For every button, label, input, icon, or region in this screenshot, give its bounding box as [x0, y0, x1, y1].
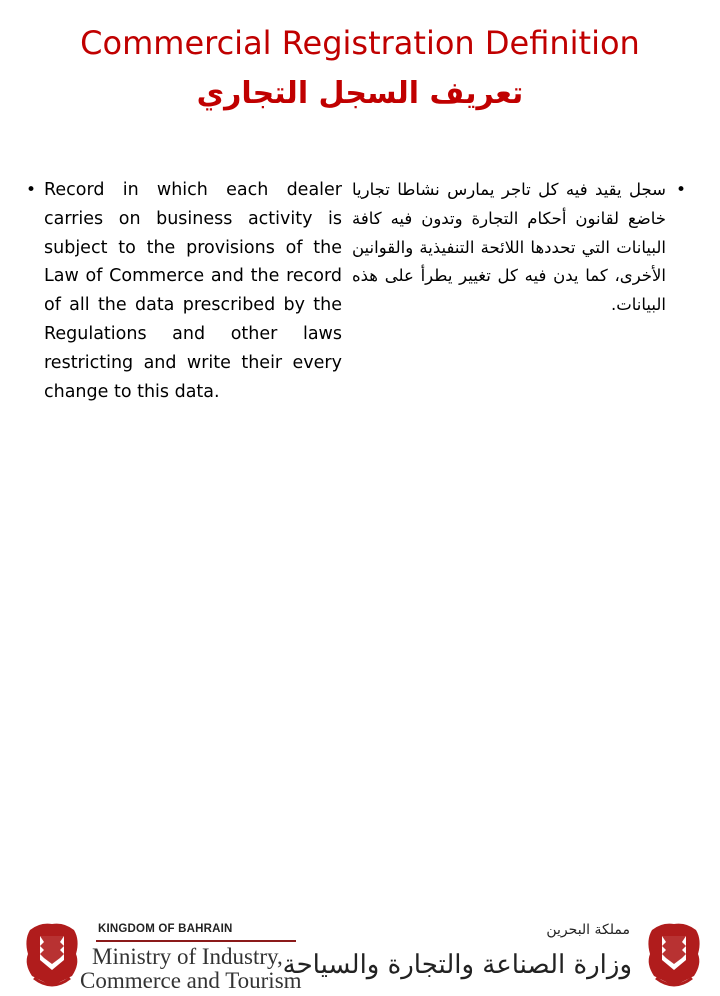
ministry-name-arabic: وزارة الصناعة والتجارة والسياحة — [282, 950, 632, 980]
bahrain-crest-icon — [642, 920, 706, 996]
footer-divider — [96, 940, 296, 942]
page-title-arabic: تعريف السجل التجاري — [196, 76, 524, 111]
kingdom-label-english: KINGDOM OF BAHRAIN — [98, 923, 233, 935]
bullet-arabic: • — [676, 180, 687, 200]
english-definition — [26, 176, 342, 406]
arabic-definition — [352, 176, 666, 320]
bullet-english: • — [26, 180, 37, 200]
kingdom-label-arabic: مملكة البحرين — [546, 922, 630, 938]
page-title-english: Commercial Registration Definition — [80, 24, 640, 62]
bahrain-crest-icon — [20, 920, 84, 996]
english-definition-text: Record in which each dealer carries on business activity is subject to the provisions of the Law of Commerce and the record of all the data prescribed by the Regulations and other laws restricting and write their every change to this data. — [44, 180, 342, 402]
arabic-definition-text: سجل يقيد فيه كل تاجر يمارس نشاطا تجاريا خاضع لقانون أحكام التجارة وتدون فيه كافة البيانات التي تحددها اللائحة التنفيذية والقوانين الأخرى، كما يدن فيه كل تغيير يطرأ على هذه البيانات. — [352, 180, 666, 315]
ministry-name-line-1: Ministry of Industry, — [92, 944, 283, 969]
ministry-name-line-2: Commerce and Tourism — [80, 968, 302, 993]
ministry-footer — [0, 456, 720, 993]
